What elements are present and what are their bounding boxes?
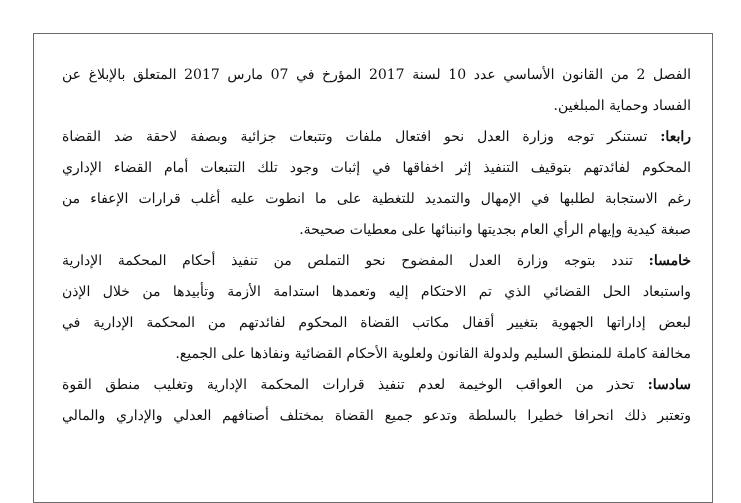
paragraph-lead: سادسا: (647, 377, 691, 393)
paragraph-line: وتعتبر ذلك انحرافا خطيرا بالسلطة وتدعو جميع القضاة بمختلف أصنافهم العدلي والإداري والمالي (62, 408, 691, 424)
paragraph-line: لبعض إداراتها الجهوية بتغيير أقفال مكاتب القضاة المحكوم لفائدتهم من المحكمة الإدارية في (62, 315, 691, 331)
paragraph-line-text: تندد بتوجه وزارة العدل المفضوح نحو التملص من تنفيذ أحكام المحكمة الإدارية (62, 253, 649, 269)
paragraph-line: رغم الاستجابة لطلبها في الإمهال والتمديد للتغطية على ما انطوت عليه أغلب قرارات الإعفاء من (62, 191, 691, 207)
paragraph-line: واستبعاد الحل القضائي الذي تم الاحتكام إليه وتعمدها استدامة الأزمة وتأبيدها من خلال الإذن (62, 284, 691, 300)
paragraph-line: المحكوم لفائدتهم بتوقيف التنفيذ إثر اخفاقها في إثبات وجود تلك التتبعات أمام القضاء الإداري (62, 160, 691, 176)
paragraph-line (62, 246, 691, 277)
document-body (62, 60, 691, 432)
paragraph-line (62, 122, 691, 153)
intro-line: الفصل 2 من القانون الأساسي عدد 10 لسنة 2017 المؤرخ في 07 مارس 2017 المتعلق بالإبلاغ عن (62, 67, 691, 83)
paragraph-line-text: تحذر من العواقب الوخيمة لعدم تنفيذ قرارات المحكمة الإدارية وتغليب منطق القوة (62, 377, 648, 393)
intro-line: الفساد وحماية المبلغين. (553, 98, 691, 114)
paragraph-rabian (62, 122, 691, 246)
paragraph-line (62, 370, 691, 401)
paragraph-line: مخالفة كاملة للمنطق السليم ولدولة القانون ولعلوية الأحكام القضائية ونفاذها على الجميع. (175, 346, 691, 362)
paragraph-lead: خامسا: (648, 253, 691, 269)
paragraph-line: صبغة كيدية وإيهام الرأي العام بجديتها وانبنائها على معطيات صحيحة. (299, 222, 691, 238)
intro-paragraph (62, 60, 691, 122)
paragraph-khamsan (62, 246, 691, 370)
paragraph-lead: رابعا: (660, 129, 691, 145)
paragraph-sadisan (62, 370, 691, 432)
paragraph-line-text: تستنكر توجه وزارة العدل نحو افتعال ملفات وتتبعات جزائية وبصفة لاحقة ضد القضاة (62, 129, 661, 145)
